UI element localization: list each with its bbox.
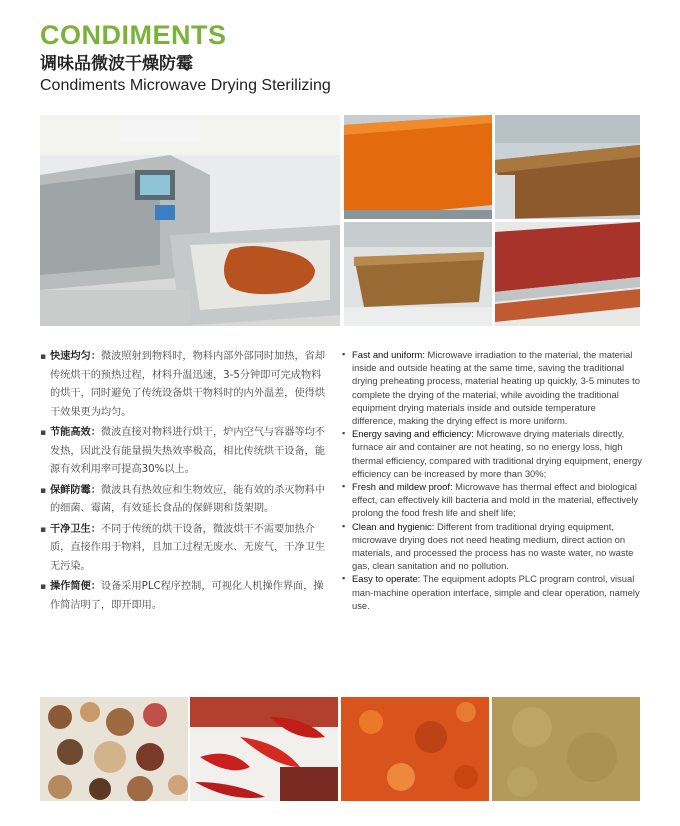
red-chili-belt-photo (495, 222, 640, 326)
whole-spices-photo (40, 697, 188, 801)
roasted-peppercorn-belt-photo (495, 115, 640, 219)
microwave-dryer-machine-photo (40, 115, 340, 326)
subtitle-chinese: 调味品微波干燥防霉 (40, 54, 193, 74)
dried-red-chilies-photo (190, 697, 338, 801)
list-item: ▪ Energy saving and efficiency: Microwave drying materials directly, furnace air and container are not heating, so no energy loss, high thermal efficiency, compared with traditional drying equipment, energy efficiency can be increased by more than 30%; (342, 428, 642, 479)
subtitle-english: Condiments Microwave Drying Sterilizing (40, 77, 331, 94)
list-item: ▪ Fast and uniform: Microwave irradiation to the material, the material inside and outside heating at the same time, saving the traditional drying preheating process, material heating up quickly, 3-5 minutes to complete the drying of the material, while avoiding the traditional equipment drying materials inside and outside temperature difference, making the drying effect is more uniform. (342, 349, 641, 427)
spice-powder-photo (492, 697, 640, 801)
chili-flakes-photo (341, 697, 489, 801)
page-title: CONDIMENTS (40, 20, 227, 50)
list-item: ▪ Fresh and mildew proof: Microwave has thermal effect and biological effect, can effectively kill bacteria and mold in the material, effectively prolong the food fresh life and shelf life; (342, 481, 639, 519)
list-item: ▪ Clean and hygienic: Different from traditional drying equipment, microwave drying does not need heating medium, direct action on materials, and processed the process has no waste water, no waste gas, clean sanitation and no pollution. (342, 520, 634, 572)
list-item: ▪ 干净卫生：不同于传统的烘干设备，微波烘干不需要加热介质，直接作用于物料，且加工过程无废水、无废气，干净卫生无污染。 (40, 523, 326, 572)
orange-powder-belt-photo (344, 115, 492, 219)
features-chinese (40, 348, 328, 617)
features-english (342, 348, 642, 612)
list-item: ▪ 操作简便：设备采用PLC程序控制，可视化人机操作界面，操作简洁明了，即开即用。 (40, 581, 324, 611)
brown-spice-belt-photo (344, 222, 492, 326)
list-item: ▪ Easy to operate: The equipment adopts PLC program control, visual man-machine operation interface, simple and clear operation, namely use. (342, 573, 640, 611)
list-item: ▪ 快速均匀：微波照射到物料时，物料内部外部同时加热，省却传统烘干的预热过程，材料升温迅速，3-5分钟即可完成物料的烘干，同时避免了传统设备烘干物料时的内外温差，使得烘干效果更为均匀。 (40, 351, 326, 418)
list-item: ▪ 保鲜防霉：微波具有热效应和生物效应，能有效的杀灭物料中的细菌、霉菌，有效延长食品的保鲜期和货架期。 (40, 484, 326, 514)
list-item: ▪ 节能高效：微波直接对物料进行烘干，炉内空气与容器等均不发热，因此没有能量损失热效率极高，相比传统烘干设备，能源有效利用率可提高30%以上。 (40, 427, 326, 475)
